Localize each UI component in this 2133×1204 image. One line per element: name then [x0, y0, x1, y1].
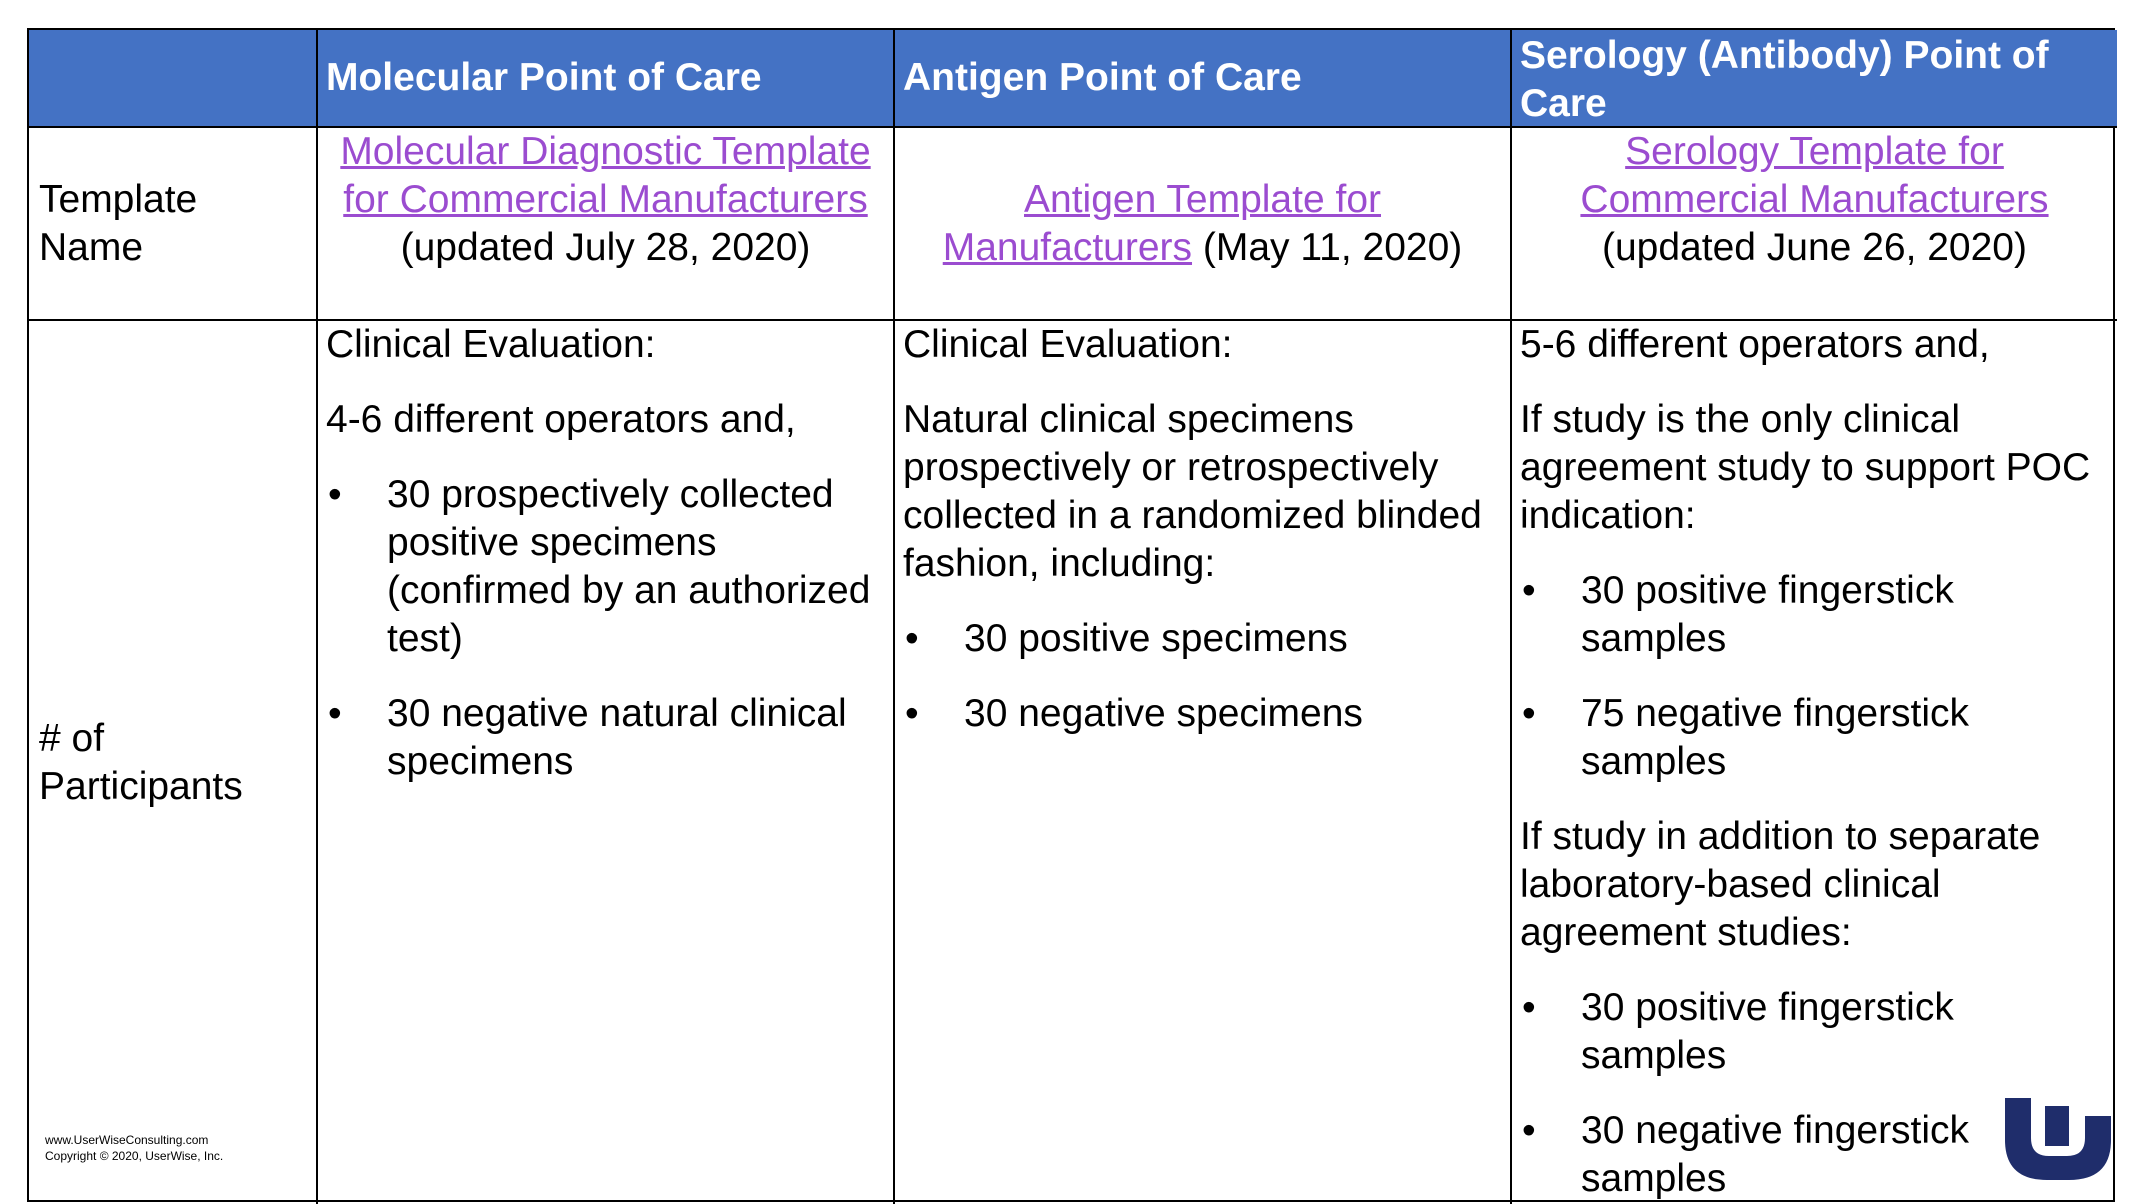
molecular-template-link[interactable]: Molecular Diagnostic Template for Commercial Manufacturers	[340, 130, 871, 221]
list-item: • 30 negative fingerstick samples	[1520, 1107, 2109, 1203]
list-item: • 75 negative fingerstick samples	[1520, 690, 2109, 786]
row-label-template-name	[29, 128, 318, 321]
row-label-participants	[29, 321, 318, 1204]
userwise-logo-icon	[2005, 1098, 2111, 1180]
antigen-line2: Natural clinical specimens prospectively or retrospectively collected in a randomized blinded fashion, including:	[903, 398, 1482, 585]
antigen-bullets	[903, 615, 1502, 738]
list-item: • 30 positive specimens	[903, 615, 1502, 663]
serology-line3: If study in addition to separate laboratory-based clinical agreement studies:	[1520, 815, 2041, 954]
header-molecular: Molecular Point of Care	[318, 30, 895, 128]
copyright-block	[45, 1132, 223, 1164]
list-item: • 30 positive fingerstick samples	[1520, 567, 2109, 663]
list-item: • 30 positive fingerstick samples	[1520, 984, 2109, 1080]
serology-line2: If study is the only clinical agreement study to support POC indication:	[1520, 398, 2091, 537]
molecular-line1: Clinical Evaluation:	[326, 323, 656, 366]
serology-template-cell	[1512, 128, 2117, 321]
molecular-template-note: (updated July 28, 2020)	[400, 226, 811, 269]
list-item: • 30 negative natural clinical specimens	[326, 690, 885, 786]
antigen-template-note: (May 11, 2020)	[1192, 226, 1463, 269]
comparison-table	[27, 28, 2115, 1202]
molecular-line2: 4-6 different operators and,	[326, 398, 796, 441]
header-empty	[29, 30, 318, 128]
serology-participants-cell	[1512, 321, 2117, 1204]
antigen-template-cell	[895, 128, 1512, 321]
template-name-label: Template Name	[39, 177, 198, 269]
antigen-line1: Clinical Evaluation:	[903, 323, 1233, 366]
molecular-template-cell	[318, 128, 895, 321]
serology-template-link[interactable]: Serology Template for Commercial Manufacturers	[1580, 130, 2049, 221]
serology-line1: 5-6 different operators and,	[1520, 323, 1990, 366]
list-item: • 30 prospectively collected positive specimens (confirmed by an authorized test)	[326, 471, 885, 663]
copyright-text: Copyright © 2020, UserWise, Inc.	[45, 1149, 224, 1163]
serology-template-note: (updated June 26, 2020)	[1601, 226, 2027, 269]
header-antigen: Antigen Point of Care	[895, 30, 1512, 128]
molecular-participants-cell	[318, 321, 895, 1204]
participants-label: # of Participants	[39, 716, 243, 808]
header-serology: Serology (Antibody) Point of Care	[1512, 30, 2117, 128]
website-text: www.UserWiseConsulting.com	[45, 1133, 209, 1147]
antigen-template-link[interactable]: Antigen Template for Manufacturers	[942, 178, 1381, 269]
list-item: • 30 negative specimens	[903, 690, 1502, 738]
antigen-participants-cell	[895, 321, 1512, 1204]
molecular-bullets	[326, 471, 885, 786]
serology-bullets-1	[1520, 567, 2109, 786]
